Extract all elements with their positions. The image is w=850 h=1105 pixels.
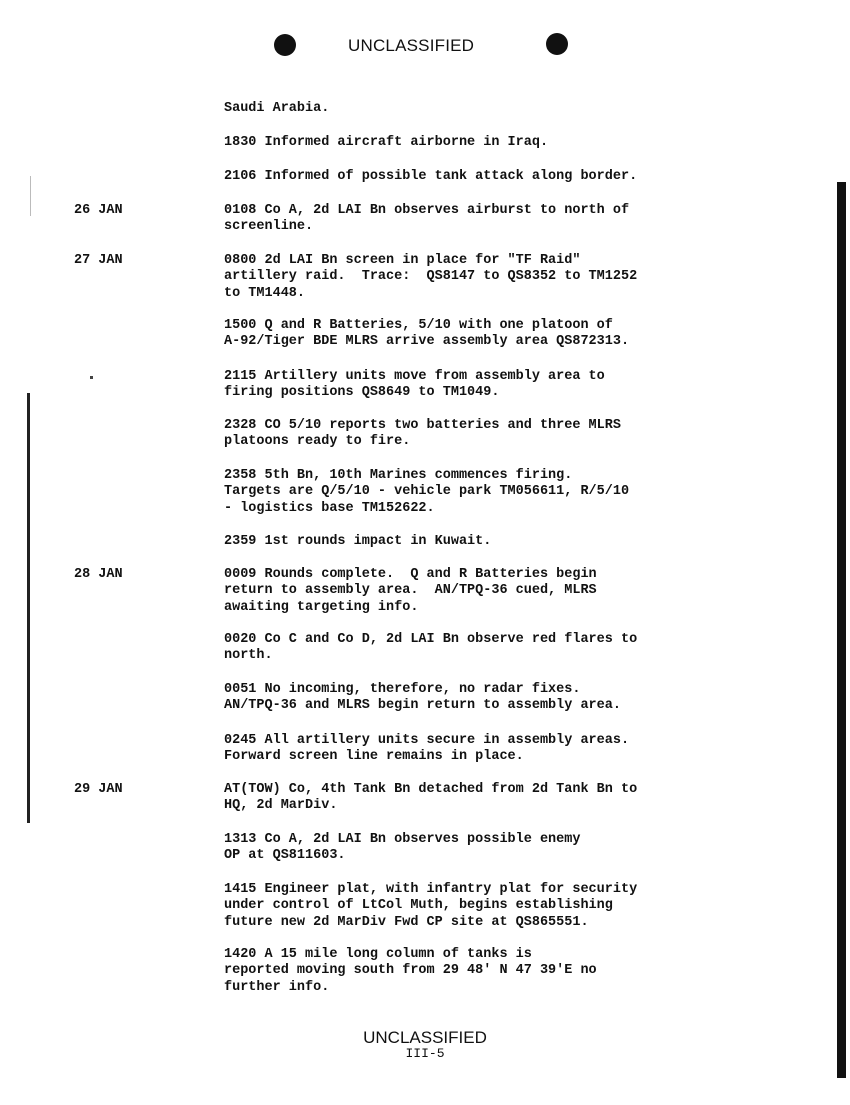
log-entry: 2359 1st rounds impact in Kuwait. <box>224 534 492 549</box>
log-entry: 1313 Co A, 2d LAI Bn observes possible enemy OP at QS811603. <box>224 832 581 864</box>
scan-speck <box>90 376 93 379</box>
log-entry: 2115 Artillery units move from assembly area to firing positions QS8649 to TM1049. <box>224 369 605 401</box>
log-entry: 2328 CO 5/10 reports two batteries and three MLRS platoons ready to fire. <box>224 418 621 450</box>
log-entry: 2106 Informed of possible tank attack along border. <box>224 169 638 184</box>
log-entry: 1415 Engineer plat, with infantry plat for security under control of LtCol Muth, begins establishing future new 2d MarDiv Fwd CP site at QS865551. <box>224 882 638 930</box>
date-label-29-jan: 29 JAN <box>74 782 123 797</box>
log-entry: 0800 2d LAI Bn screen in place for "TF Raid" artillery raid. Trace: QS8147 to QS8352 to TM1252 to TM1448. <box>224 253 638 301</box>
log-entry: 2358 5th Bn, 10th Marines commences firing. Targets are Q/5/10 - vehicle park TM056611, R/5/10 - logistics base TM152622. <box>224 468 630 516</box>
log-entry: 0051 No incoming, therefore, no radar fixes. AN/TPQ-36 and MLRS begin return to assembly area. <box>224 682 621 714</box>
log-entry: 0009 Rounds complete. Q and R Batteries begin return to assembly area. AN/TPQ-36 cued, MLRS awaiting targeting info. <box>224 567 597 615</box>
date-label-28-jan: 28 JAN <box>74 567 123 582</box>
page-header <box>0 33 850 61</box>
left-margin-line <box>27 393 30 823</box>
log-entry: 1420 A 15 mile long column of tanks is reported moving south from 29 48' N 47 39'E no further info. <box>224 947 597 995</box>
page-number: III-5 <box>405 1046 445 1061</box>
date-label-26-jan: 26 JAN <box>74 203 123 218</box>
log-entry: AT(TOW) Co, 4th Tank Bn detached from 2d Tank Bn to HQ, 2d MarDiv. <box>224 782 638 814</box>
log-entry: 1500 Q and R Batteries, 5/10 with one platoon of A-92/Tiger BDE MLRS arrive assembly area QS872313. <box>224 318 630 350</box>
log-entry: 0020 Co C and Co D, 2d LAI Bn observe red flares to north. <box>224 632 638 664</box>
bullet-dot-left <box>274 34 296 56</box>
date-label-27-jan: 27 JAN <box>74 253 123 268</box>
right-change-bar <box>837 182 846 1078</box>
scan-speck <box>30 176 31 216</box>
log-entry: Saudi Arabia. <box>224 101 330 116</box>
log-entry: 1830 Informed aircraft airborne in Iraq. <box>224 135 549 150</box>
bullet-dot-right <box>546 33 568 55</box>
footer-classification: UNCLASSIFIED <box>363 1028 487 1047</box>
log-entry: 0245 All artillery units secure in assembly areas. Forward screen line remains in place. <box>224 733 630 765</box>
log-entry: 0108 Co A, 2d LAI Bn observes airburst to north of screenline. <box>224 203 630 235</box>
header-classification: UNCLASSIFIED <box>348 36 475 55</box>
